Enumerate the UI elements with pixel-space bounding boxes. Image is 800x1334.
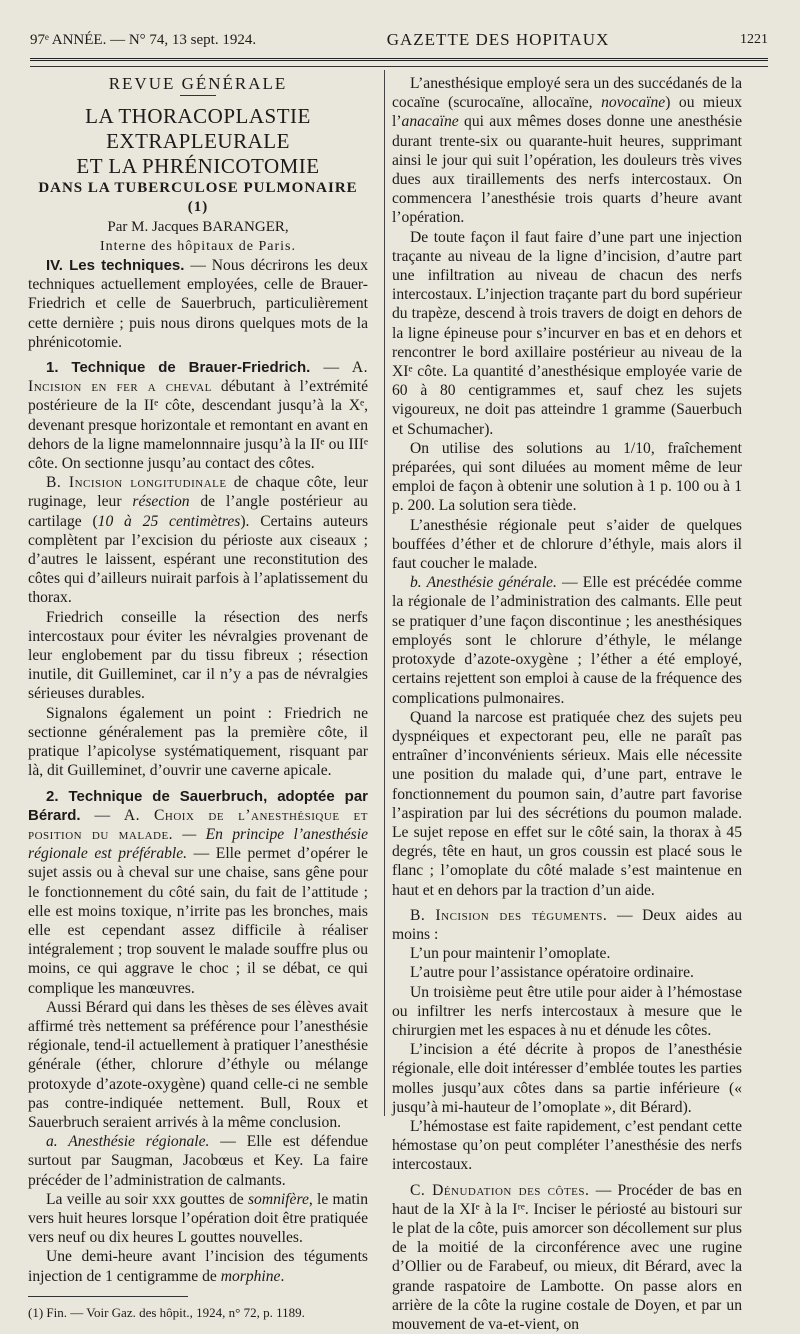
paragraph: 2. Technique de Sauerbruch, adoptée par Bérard. — A. Choix de l’anesthésique et position du malade. — En principe l’anesthésie régionale est préférable. — Elle permet d’opérer le sujet assis ou à cheval sur une chaise, sans gêne pour le fonctionnement du côté sain, du fait de l’attitude ; elle est moins toxique, n’irrite pas les bronches, mais elle est cependant assez difficile à réaliser intégralement ; trop souvent le malade souffre plus ou moins, ce qui aggrave le choc ; il se débat, ce qui complique les manœuvres.: [28, 787, 369, 997]
paragraph: L’anesthésique employé sera un des succédanés de la cocaïne (scurocaïne, allocaïne, novocaïne) ou mieux l’anacaïne qui aux mêmes doses donne une anesthésie durant trente-six ou quarante-huit heures, supprimant ainsi le jour qui suit l’opération, les douleurs très vives dues aux tiraillements des nerfs intercostaux. On commencera l’anesthésie trois quarts d’heure avant l’opération.: [392, 75, 743, 227]
issue-info: 97ᵉ ANNÉE. — N° 74, 13 sept. 1924.: [30, 31, 257, 48]
subheading: b. Anesthésie générale.: [410, 574, 557, 592]
paragraph: L’autre pour l’assistance opératoire ordinaire.: [410, 964, 694, 982]
paragraph: L’anesthésie régionale peut s’aider de quelques bouffées d’éther et de chlorure d’éthyle, mais alors il faut coucher le malade.: [392, 516, 742, 573]
paragraph: De toute façon il faut faire d’une part une injection traçante au niveau de la ligne d’incision, d’autre part une infiltration au niveau de chacun des nerfs intercostaux. L’injection traçante part du bord supérieur du trapèze, descend à trois travers de doigt en dehors de la ligne épineuse pour s’incurver en bas et en dehors et rencontrer le bord axillaire postérieur au niveau de la XIᵉ côte. La quantité d’anesthésique employée varie de 60 à 80 centigrammes et, sauf chez les sujets vigoureux, ne doit pas atteindre 1 gramme (Sauerbuch et Schumacher).: [392, 228, 742, 438]
subheading: a. Anesthésie régionale.: [46, 1133, 210, 1151]
paragraph: 1. Technique de Brauer-Friedrich. — A. Incision en fer a cheval débutant à l’extrémité postérieure de la IIᵉ côte, descendant jusqu’à la Xᵉ, devenant presque horizontale et remontant en avant en dehors de la ligne mamelonnnaire jusqu’à la IIᵉ ou IIIᵉ côte. On sectionne jusqu’au contact des côtes.: [28, 359, 368, 473]
paragraph: B. Incision des téguments. — Deux aides au moins :: [392, 906, 742, 943]
journal-title: GAZETTE DES HOPITAUX: [386, 30, 610, 49]
kicker-rule: [180, 95, 216, 96]
column-divider: [384, 70, 385, 1116]
paragraph: La veille au soir xxx gouttes de somnifère, le matin vers huit heures lorsque l’opération doit être pratiquée vers neuf ou dix heures L gouttes nouvelles.: [28, 1190, 368, 1247]
section-heading: 2. Technique de Sauerbruch, adoptée par Bérard.: [28, 787, 368, 824]
paragraph: IV. Les techniques. — Nous décrirons les deux techniques actuellement employées, celle de Brauer-Friedrich et celle de Sauerbruch, particulièrement cette dernière ; puis nous dirons quelques mots de la phrénicotomie.: [28, 257, 368, 351]
subheading: B. Incision longitudinale: [46, 474, 227, 492]
left-column: [28, 74, 368, 1322]
paragraph: L’hémostase est faite rapidement, c’est pendant cette hémostase qu’on peut compléter l’anesthésie des nerfs intercostaux.: [392, 1117, 742, 1174]
subheading: C. Dénudation des côtes.: [410, 1181, 590, 1199]
paragraph: b. Anesthésie générale. — Elle est précédée comme la régionale de l’administration des calmants. Elle peut se pratiquer d’une façon discontinue ; les anesthésiques employés sont le chlorure d’éthyle, le mélange protoxyde d’azote-oxygène ; l’éther a été employé, certains rejettent son emploi à cause de la fréquence des complications pulmonaires.: [392, 574, 742, 707]
author-affiliation: Interne des hôpitaux de Paris.: [99, 238, 296, 254]
paragraph: Friedrich conseille la résection des nerfs intercostaux pour éviter les névralgies provenant de leur englobement par du tissu fibreux ; résection inutile, dit Guilleminet, car il n’y a pas de névralgies sérieuses durables.: [28, 608, 368, 703]
article-title-line2: ET LA PHRÉNICOTOMIE: [76, 154, 320, 179]
paragraph: Signalons également un point : Friedrich ne sectionne généralement pas la première côte, il pratique l’apicolyse systématiquement, risquant par là, dit Guilleminet, d’ouvrir une caverne apicale.: [28, 704, 368, 780]
subheading: B. Incision des téguments.: [410, 906, 608, 924]
paragraph: a. Anesthésie régionale. — Elle est défendue surtout par Saugman, Jacobœus et Key. La faire précéder de l’administration de calmants.: [28, 1133, 368, 1189]
paragraph: Quand la narcose est pratiquée chez des sujets peu dyspnéiques et expectorant peu, elle ne paraît pas entraîner d’inconvénients sérieux. Mais elle nécessite une position du malade qui, d’une part, entrave le fonctionnement du poumon sain, d’autre part favorise l’aspiration par lui des sécrétions du poumon malade. Le sujet repose en effet sur le côté sain, la thorax à 45 degrés, tête en haut, un gros coussin est placé sous le flanc ; l’omoplate du côté malade s’est maintenue en haut et en dehors par la traction d’un aide.: [392, 708, 742, 899]
article-subtitle: DANS LA TUBERCULOSE PULMONAIRE (1): [38, 180, 358, 216]
footnote-rule: [28, 1296, 188, 1297]
paragraph: Un troisième peut être utile pour aider à l’hémostase ou infiltrer les nerfs intercostaux à mesure que le chirurgien met les espaces à nu et dénude les côtes.: [392, 983, 742, 1039]
paragraph: Aussi Bérard qui dans les thèses de ses élèves avait affirmé très nettement sa préférence pour l’anesthésie régionale, tend-il actuellement à pratiquer l’anesthésie générale (éther, chlorure d’éthyle ou mélange protoxyde d’azote-oxygène) quand celle-ci ne semble pas contre-indiquée nettement. Bull, Roux et Sauerbruch seraient arrivés à la même conclusion.: [28, 998, 368, 1131]
author-byline: Par M. Jacques BARANGER,: [107, 218, 289, 235]
article-title-line1: LA THORACOPLASTIE EXTRAPLEURALE: [85, 104, 311, 154]
section-heading: 1. Technique de Brauer-Friedrich.: [46, 359, 311, 377]
right-column: [392, 74, 742, 1334]
header-double-rule: [30, 58, 768, 61]
footnote: (1) Fin. — Voir Gaz. des hôpit., 1924, n° 72, p. 1189.: [28, 1304, 305, 1320]
section-heading: IV. Les techniques.: [46, 257, 185, 275]
paragraph: C. Dénudation des côtes. — Procéder de bas en haut de la XIᵉ à la Iʳᵉ. Inciser le périosté au bistouri sur le plat de la côte, puis amorcer son décollement sur plus de la moitié de la circonférence avec une rugine d’Ollier ou de Farabeuf, ou mieux, dit Bérard, avec la grande raspatoire de Lambotte. On passe alors en arrière de la côte la rugine costale de Doyen, et par un mouvement de va-et-vient, on: [392, 1181, 742, 1333]
section-kicker: REVUE GÉNÉRALE: [108, 74, 288, 93]
page-number: 1221: [740, 32, 768, 47]
paragraph: On utilise des solutions au 1/10, fraîchement préparées, qui sont diluées au moment même de leur emploi de façon à obtenir une solution à 1 p. 100 ou à 1 p. 200. La solution sera tiède.: [392, 439, 742, 515]
paragraph: B. Incision longitudinale de chaque côte, leur ruginage, leur résection de l’angle postérieur au cartilage (10 à 25 centimètres). Certains auteurs complètent par l’excision du périoste aux ciseaux ; d’autres le laissent, espérant une reconstitution des côtes qui d’ailleurs nuirait parfois à l’aplatissement du thorax.: [28, 474, 369, 607]
paragraph: L’un pour maintenir l’omoplate.: [410, 945, 611, 963]
paragraph: L’incision a été décrite à propos de l’anesthésie régionale, elle doit intéresser d’emblée toutes les parties molles jusqu’aux côtes dans sa partie inférieure (« jusqu’à mi-hauteur de l’omoplate », dit Bérard).: [392, 1041, 742, 1116]
page-header: [30, 27, 768, 53]
header-thin-rule: [30, 66, 768, 67]
paragraph: Une demi-heure avant l’incision des téguments injection de 1 centigramme de morphine.: [28, 1248, 368, 1285]
